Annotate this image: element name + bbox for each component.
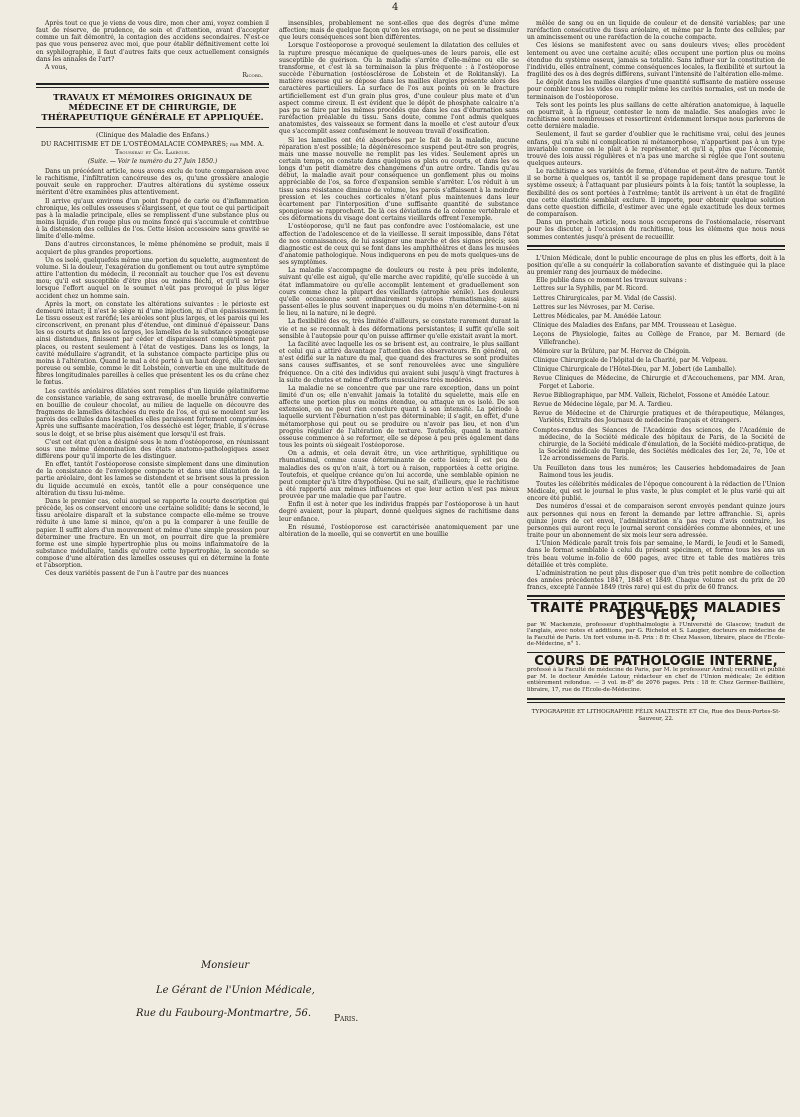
paragraph: La maladie ne se concentre que par une rare exception, dans un point limité d'un os; elle n'envahit jamais la totalité du squelette, mais elle en affecte une portion plus ou moins étendue, ou attaque un os isolé. De son extension, on ne peut rien conclure quant à son intensité. La période à laquelle survient l'éburnation n'est pas déterminable; il s'agit, en effet, d'une métamorphose qui peut ou se produire ou n'avoir pas lieu, et non d'un progrès régulier de l'altération de texture. Toutefois, quand la matière osseuse commence à se reformer, elle se dépose à peu près également dans tous les points où siégeait l'ostéoporose. bbox=[279, 384, 519, 450]
divider bbox=[527, 595, 785, 600]
paragraph: Si les lamelles ont été absorbées par le fait de la maladie, aucune réparation n'est possible; la dégénérescence suspend peut-être son progrès, mais une masse nouvelle ne remplit pas les vides. Seulement après un certain temps, on constate dans quelques os plats ou courts, et dans les os longs d'un petit diamètre des changemens d'un autre ordre. Tandis qu'au début, la maladie avait pour conséquence un gonflement plus ou moins appréciable de l'os, sa force d'expansion semble s'arrêter. L'os réduit à un tissu sans résistance diminue de volume, les parois s'affaissent à la moindre pression et les couches corticales n'étant plus maintenues dans leur écartement par l'interposition d'une suffisante quantité de substance spongieuse se rapprochent. De là ces déviations de la colonne vertébrale et ces déformations du visage dont certains vieillards offrent l'exemple. bbox=[279, 136, 519, 223]
divider bbox=[527, 698, 785, 703]
ad-title-pathologie: COURS DE PATHOLOGIE INTERNE, bbox=[534, 654, 778, 670]
paragraph: mêlée de sang ou en un liquide de couleur et de densité variables; par une raréfaction consécutive du tissu aréolaire, et même par la fonte des cellules; par un amincissement ou une raréfaction de la couche compacte. bbox=[527, 20, 785, 42]
footer-address: Rue du Faubourg-Montmartre, 56. bbox=[136, 1008, 312, 1019]
paragraph: Dans d'autres circonstances, le même phénomène se produit, mais il acquiert de plus grandes proportions. bbox=[36, 241, 269, 256]
paragraph: Après la mort, on constate les altérations suivantes : le périoste est demeuré intact; il n'est le siège ni d'une injection, ni d'un épaississement. Le tissu osseux est raréfié; les aréoles sont plus larges, et les parois qui les circonscrivent, en prenant plus d'étendue, ont diminué d'épaisseur. Dans les os courts et dans les os larges, les lamelles de la substance spongieuse ainsi distendues, finissent par céder et disparaissent complètement par places, ou restent seulement à l'état de vestiges. Dans les os longs, la cavité médullaire s'agrandit, et la substance compacte participe plus ou moins à l'altération. Quand le mal a été porté à un haut degré, elle devient poreuse ou semble, comme le dit Lobstein, convertie en une multitude de fibres longitudinales pareilles à celles que présentent les os du crâne chez le fœtus. bbox=[36, 300, 269, 387]
paragraph: Dans un prochain article, nous nous occuperons de l'ostéomalacie, réservant pour les discuter, à l'occasion du rachitisme, tous les élémens que nous nous sommes contentés jusqu'à présent de recueillir. bbox=[527, 219, 785, 241]
paragraph: Lorsque l'ostéoporose a provoqué seulement la dilatation des cellules et la rupture presque mécanique de quelques-unes de leurs parois, elle est susceptible de guérison. Ou la maladie s'arrête d'elle-même ou elle se transforme, et c'est là sa terminaison la plus fréquente : à l'ostéoporose succède l'éburnation (ostéosclérose de Lobstein et de Rokitansky). La matière osseuse qui se dépose dans les mailles élargies présente alors des caractères particuliers. La surface de l'os aux points où on le fracture artificiellement est d'un grain plus gros, d'une couleur plus mate et d'un aspect comme cireux. Il est évident que le dépôt de phosphate calcaire n'a pas pu se faire par les mêmes procédés que dans les cas d'éburnation sans raréfaction préalable du tissu. Sans doute, comme l'ont admis quelques anatomistes, des vaisseaux se forment dans la moelle et c'est autour d'eux que s'accomplit assez confusément le nouveau travail d'ossification. bbox=[279, 42, 519, 136]
list-item: Clinique Chirurgicale de l'hôpital de la Charité, par M. Velpeau. bbox=[533, 356, 728, 364]
list-item: Clinique des Maladies des Enfans, par MM. Trousseau et Lasègue. bbox=[533, 322, 737, 330]
divider bbox=[527, 245, 785, 250]
list-item: Revue Cliniques de Médecine, de Chirurgie et d'Accouchemens, par MM. Aran, Forget et Laborie. bbox=[533, 375, 785, 390]
footer-monsieur: Monsieur bbox=[201, 960, 250, 971]
letter-intro: Après tout ce que je viens de vous dire, mon cher ami, voyez combien il faut de réserve, de prudence, de soin et d'attention, avant d'accepter comme un fait démontré, la contagion des accidens secondaires. N'est-ce pas que vous penserez avec moi, que pour établir définitivement cette loi en syphilographie, il faut d'autres faits que ceux actuellement consignés dans les annales de l'art? bbox=[36, 20, 269, 63]
footer-city: Paris. bbox=[334, 1014, 359, 1024]
divider bbox=[36, 83, 269, 88]
page-number: 4 bbox=[392, 2, 399, 13]
list-item: Mémoire sur la Brûlure, par M. Hervez de Chégoin. bbox=[533, 347, 691, 355]
list-item: Revue de Médecine légale, par M. A. Tardieu. bbox=[533, 400, 673, 408]
article-title: DU RACHITISME ET DE L'OSTÉOMALACIE COMPARÉS; par MM. A. Trousseau et Ch. Lasègue. bbox=[40, 140, 265, 156]
divider bbox=[527, 652, 785, 653]
column-1 bbox=[36, 20, 269, 579]
imprint: TYPOGRAPHIE ET LITHOGRAPHIE FÉLIX MALTESTE ET Cie, Rue des Deux-Portes-St-Sauveur, 22. bbox=[531, 708, 781, 722]
clinic-heading: (Clinique des Maladie des Enfans.) bbox=[95, 131, 210, 140]
paragraph: Les cavités aréolaires dilatées sont remplies d'un liquide gélatiniforme de consistance variable, de sang extravasé, de moelle brunâtre convertie en bouillie de couleur chocolat, au milieu de laquelle on découvre des fragmens de lamelles détachées du reste de l'os, et qui se moulent sur les parois des cellules dans lesquelles elles paraissent fortement comprimées. Après une suffisante macération, l'os desséché est léger, friable, il s'écrase sous le doigt, et se brise plus aisément que lorsqu'il est frais. bbox=[36, 387, 269, 438]
list-item: Lettres Chirurgicales, par M. Vidal (de Cassis). bbox=[533, 294, 677, 302]
ad-title-maladies-yeux: TRAITÉ PRATIQUE DES MALADIES DES YEUX, bbox=[530, 601, 782, 624]
ad-text: professé à la Faculté de médecine de Paris, par M. le professeur Andral; recueilli et publié par M. le docteur Amédée Latour, rédacteur en chef de l'Union médicale; 2e édition entièrement refondue. — 3 vol. in-8° de 2076 pages. Prix : 18 fr. Chez Germer-Baillière, libraire, 17, rue de l'Ecole-de-Médecine. bbox=[527, 667, 785, 693]
footer-gerant: Le Gérant de l'Union Médicale, bbox=[156, 985, 315, 996]
paragraph: Tels sont les points les plus saillans de cette altération anatomique, à laquelle on pourrait, à la rigueur, contester le nom de maladie. Ses analogies avec le rachitisme sont nombreuses et ressortiront évidemment lorsque nous parlerons de cette dernière maladie. bbox=[527, 101, 785, 131]
list-item: Clinique Chirurgicale de l'Hôtel-Dieu, par M. Jobert (de Lamballe). bbox=[533, 366, 737, 374]
paragraph: Le rachitisme a ses variétés de forme, d'étendue et peut-être de nature. Tantôt il se borne à quelques os, tantôt il se propage rapidement dans presque tout le système osseux; à l'attaquant par plusieurs points à la fois; tantôt la souplesse, la flexibilité des os sont portées à l'extrême; tantôt ils arrivent à un état de fragilité que cette élasticité semblait exclure. Il importe, pour obtenir quelque solution dans cette question difficile, d'estimer avec une égale exactitude les deux termes de comparaison. bbox=[527, 168, 785, 219]
paragraph: La flexibilité des os, très limitée d'ailleurs, se constate rarement durant la vie et ne se reconnaît à des déformations persistantes; il suffit qu'elle soit sensible à l'autopsie pour qu'on puisse affirmer qu'elle existait avant la mort. bbox=[279, 318, 519, 340]
signature: Ricord. bbox=[242, 72, 263, 80]
list-item: Lettres Médicales, par M. Amédée Latour. bbox=[533, 312, 662, 320]
list-item: Un Feuilleton dans tous les numéros; les Causeries hebdomadaires de Jean Raimond tous les jeudis. bbox=[533, 464, 785, 479]
paragraph: En effet, tantôt l'ostéoporose consiste simplement dans une diminution de la consistance de l'enveloppe compacte et dans une dilatation de la partie aréolaire, dont les lames se distendent et se brisent sous la pression du liquide accumulé en excès, tantôt elle a pour conséquence une altération du tissu lui-même. bbox=[36, 461, 269, 497]
paragraph: Il arrive qu'aux environs d'un point frappé de carie ou d'inflammation chronique, les cellules osseuses s'élargissent, et que tout ce qui participait pas à la maladie principale, elles se remplissent d'une substance plus ou moins liquide, d'un rouge plus ou moins foncé qui s'accumule et contribue à la distension des cellules de l'os. Cette lésion accessoire sans gravité se limite d'elle-même. bbox=[36, 197, 269, 241]
paragraph: Dans le premier cas, celui auquel se rapporte la courte description qui précède, les os conservent encore une certaine solidité; dans le second, le tissu aréolaire disparaît et la substance compacte elle-même se trouve réduite à une lame si mince, qu'on a pu la comparer à une feuille de papier. Il suffit alors d'un mouvement et même d'une simple pression pour déterminer une fracture. En un mot, on pourrait dire que la première forme est une simple hypertrophie plus ou moins inflammatoire de la substance médullaire, tandis qu'outre cette hypertrophie, la seconde se compose d'une altération des lamelles osseuses qui en détermine la fonte et l'absorption. bbox=[36, 497, 269, 570]
paragraph: Dans un précédent article, nous avons exclu de toute comparaison avec le rachitisme, l'infiltration cancéreuse des os, qu'une grossière analogie pouvait seule en rapprocher. D'autres altérations du système osseux méritent d'être examinées plus attentivement. bbox=[36, 167, 269, 197]
paragraph: La facilité avec laquelle les os se brisent est, au contraire, le plus saillant et celui qui a attiré davantage l'attention des observateurs. En général, on n'est édifié sur la nature du mal, que quand des fractures se sont produites sans causes suffisantes, et se sont renouvelées avec une singulière fréquence. On a cité des individus qui avaient subi jusqu'à vingt fractures à la suite de chutes et même d'efforts musculaires très modérés. bbox=[279, 340, 519, 384]
paragraph: On a admis, et cela devait être, un vice arthritique, syphilitique ou rhumatismal, comme cause déterminante de cette lésion; il est peu de maladies des os qu'on n'ait, à tort ou à raison, rapportées à cette origine. Toutefois, et quelque créance qu'on lui accorde, une semblable opinion ne peut compter qu'à titre d'hypothèse. Qui ne sait, d'ailleurs, que le rachitisme a été rapporté aux mêmes influences et que leur action n'est pas mieux prouvée par une maladie que par l'autre. bbox=[279, 450, 519, 501]
announce-paragraph: Des numéros d'essai et de comparaison seront envoyés pendant quinze jours aux personnes qui nous en feront la demande par lettre affranchie. Si, après quinze jours de cet envoi, l'administration n'a pas reçu d'avis contraire, les personnes qui auront reçu le journal seront considérées comme abonnées, et une traite pour un abonnement de six mois leur sera adressée. bbox=[527, 503, 785, 540]
paragraph: Enfin il est à noter que les individus frappés par l'ostéoporose à un haut degré avaient, pour la plupart, donné quelques signes de rachitisme dans leur enfance. bbox=[279, 501, 519, 523]
paragraph: Le dépôt dans les mailles élargies d'une quantité suffisante de matière osseuse pour combler tous les vides ou remplir même les cavités normales, est un mode de terminaison de l'ostéoporose. bbox=[527, 79, 785, 101]
article-suite: (Suite. — Voir le numéro du 27 Juin 1850.) bbox=[87, 157, 218, 165]
announce-paragraph: Elle publie dans ce moment les travaux suivans : bbox=[536, 277, 687, 285]
column-3 bbox=[527, 20, 785, 723]
paragraph: C'est cet état qu'on a désigné sous le nom d'ostéoporose, en réunissant sous une même dénomination des états anatomo-pathologiques assez différens pour qu'il importe de les distinguer. bbox=[36, 438, 269, 460]
paragraph: L'ostéoporose, qu'il ne faut pas confondre avec l'ostéomalacie, est une affection de l'adolescence et de la vieillesse. Il serait impossible, dans l'état de nos connaissances, de lui assigner une marche et des signes précis; son diagnostic est de ceux qui se font dans les amphithéâtres et dans les musées d'anatomie pathologique. Nous indiquerons en peu de mots quelques-uns de ses symptômes. bbox=[279, 223, 519, 267]
divider bbox=[36, 127, 269, 128]
paragraph: Seulement, il faut se garder d'oublier que le rachitisme vrai, celui des jeunes enfans, qui n'a subi ni complication ni métamorphose, n'appartient pas à un type invariable comme on le plait à le représenter, et qu'il a, plus que l'économie, trouvé des lois aussi régulières et n'a pas une marche si réglée que l'ont soutenu quelques auteurs. bbox=[527, 131, 785, 167]
list-item: Leçons de Physiologie, faites au Collège de France, par M. Bernard (de Villefranche). bbox=[533, 331, 785, 346]
list-item: Lettres sur la Syphilis, par M. Ricord. bbox=[533, 285, 648, 293]
paragraph: En résumé, l'ostéoporose est caractérisée anatomiquement par une altération de la moelle, qui se convertit en une bouillie bbox=[279, 523, 519, 538]
section-title: TRAVAUX ET MÉMOIRES ORIGINAUX DE MÉDECINE ET DE CHIRURGIE, DE THÉRAPEUTIQUE GÉNÉRALE ET APPLIQUÉE. bbox=[41, 93, 264, 124]
paragraph: Un os isolé, quelquefois même une portion du squelette, augmentent de volume. Si la douleur, l'exagération du gonflement ou tout autre symptôme attire l'attention du médecin, il reconnaît au toucher que l'os est devenu mou; qu'il est susceptible d'être plus ou moins fléchi, et qu'il se brise lorsque l'effort auquel on le soumet n'eût pas provoqué le plus léger accident chez un homme sain. bbox=[36, 256, 269, 300]
announce-paragraph: L'Union Médicale paraît trois fois par semaine, le Mardi, le Jeudi et le Samedi, dans le format semblable à celui du présent spécimen, et forme tous les ans un très beau volume in-folio de 600 pages, avec titre et table des matières très détaillée et très complète. bbox=[527, 540, 785, 569]
list-item: Revue Bibliographique, par MM. Valleix, Richelot, Fossone et Amédée Latour. bbox=[533, 391, 770, 399]
list-item: Revue de Médecine et de Chirurgie pratiques et de thérapeutique, Mélanges, Variétés, Extraits des Journaux de médecine français et étrangers. bbox=[533, 410, 785, 425]
announce-paragraph: Toutes les célébrités médicales de l'époque concourent à la rédaction de l'Union Médicale, qui est le journal le plus vaste, le plus complet et le plus varié qui ait encore été publié. bbox=[527, 480, 785, 503]
announce-paragraph: L'Union Médicale, dont le public encourage de plus en plus les efforts, doit à la position qu'elle a su conquérir la collaboration savante et distinguée qui la place au premier rang des journaux de médecine. bbox=[527, 254, 785, 276]
column-2 bbox=[279, 20, 519, 539]
paragraph: Ces lésions se manifestent avec ou sans douleurs vives; elles procèdent lentement ou avec une certaine acuité; elles occupent une portion plus ou moins étendue du système osseux, jamais sa totalité. Sans influer sur la constitution de l'individu, elles entraînent, comme conséquences locales, la flexibilité et surtout la fragilité des os à des degrés différens, suivant l'intensité de l'altération elle-même. bbox=[527, 42, 785, 79]
ad-text: par W. Mackenzie, professeur d'ophthalmologie à l'Université de Glascow; traduit de l'anglais, avec notes et additions, par G. Richelot et S. Laugier, docteurs en médecine de la Faculté de Paris. Un fort volume in-8. Prix : 8 fr. Chez Masson, libraire, place de l'Ecole-de-Médecine, n° 1. bbox=[527, 621, 785, 648]
mailing-footer bbox=[36, 960, 519, 1110]
letter-closing: A vous, bbox=[45, 63, 68, 71]
list-item: Lettres sur les Névroses, par M. Cerise. bbox=[533, 303, 655, 311]
paragraph: Ces deux variétés passent de l'un à l'autre par des nuances bbox=[45, 570, 229, 578]
list-item: Comptes-rendus des Séances de l'Académie des sciences, de l'Académie de médecine, de la Société médicale des hôpitaux de Paris, de la Société de chirurgie, de la Société médicale d'émulation, de la Société médico-pratique, de la Société médicale du Temple, des Sociétés médicales des 1er, 2e, 7e, 10e et 12e arrondissemens de Paris. bbox=[533, 426, 785, 463]
works-list bbox=[527, 285, 785, 479]
paragraph: La maladie s'accompagne de douleurs ou reste à peu près indolente, suivant qu'elle est aiguë, qu'elle marche avec rapidité, qu'elle succède à un état inflammatoire ou qu'elle accomplit lentement et graduellement son cours comme chez la plupart des vieillards (atrophie sénile). Les douleurs qu'elle occasionne sont ordinairement réputées rhumatismales; aussi passent-elles le plus souvent inaperçues ou du moins n'en détermine-t-on ni le lieu, ni la nature, ni le degré. bbox=[279, 267, 519, 318]
paragraph: insensibles, probablement ne sont-elles que des degrés d'une même affection; mais de quelque façon qu'on les envisage, on ne peut se dissimuler que leurs conséquences sont bien différentes. bbox=[279, 20, 519, 42]
announce-paragraph: L'administration ne peut plus disposer que d'un très petit nombre de collection des années précédentes 1847, 1848 et 1849. Chaque volume est du prix de 20 francs, excepté l'année 1849 (très rare) qui est du prix de 60 francs. bbox=[527, 569, 785, 592]
